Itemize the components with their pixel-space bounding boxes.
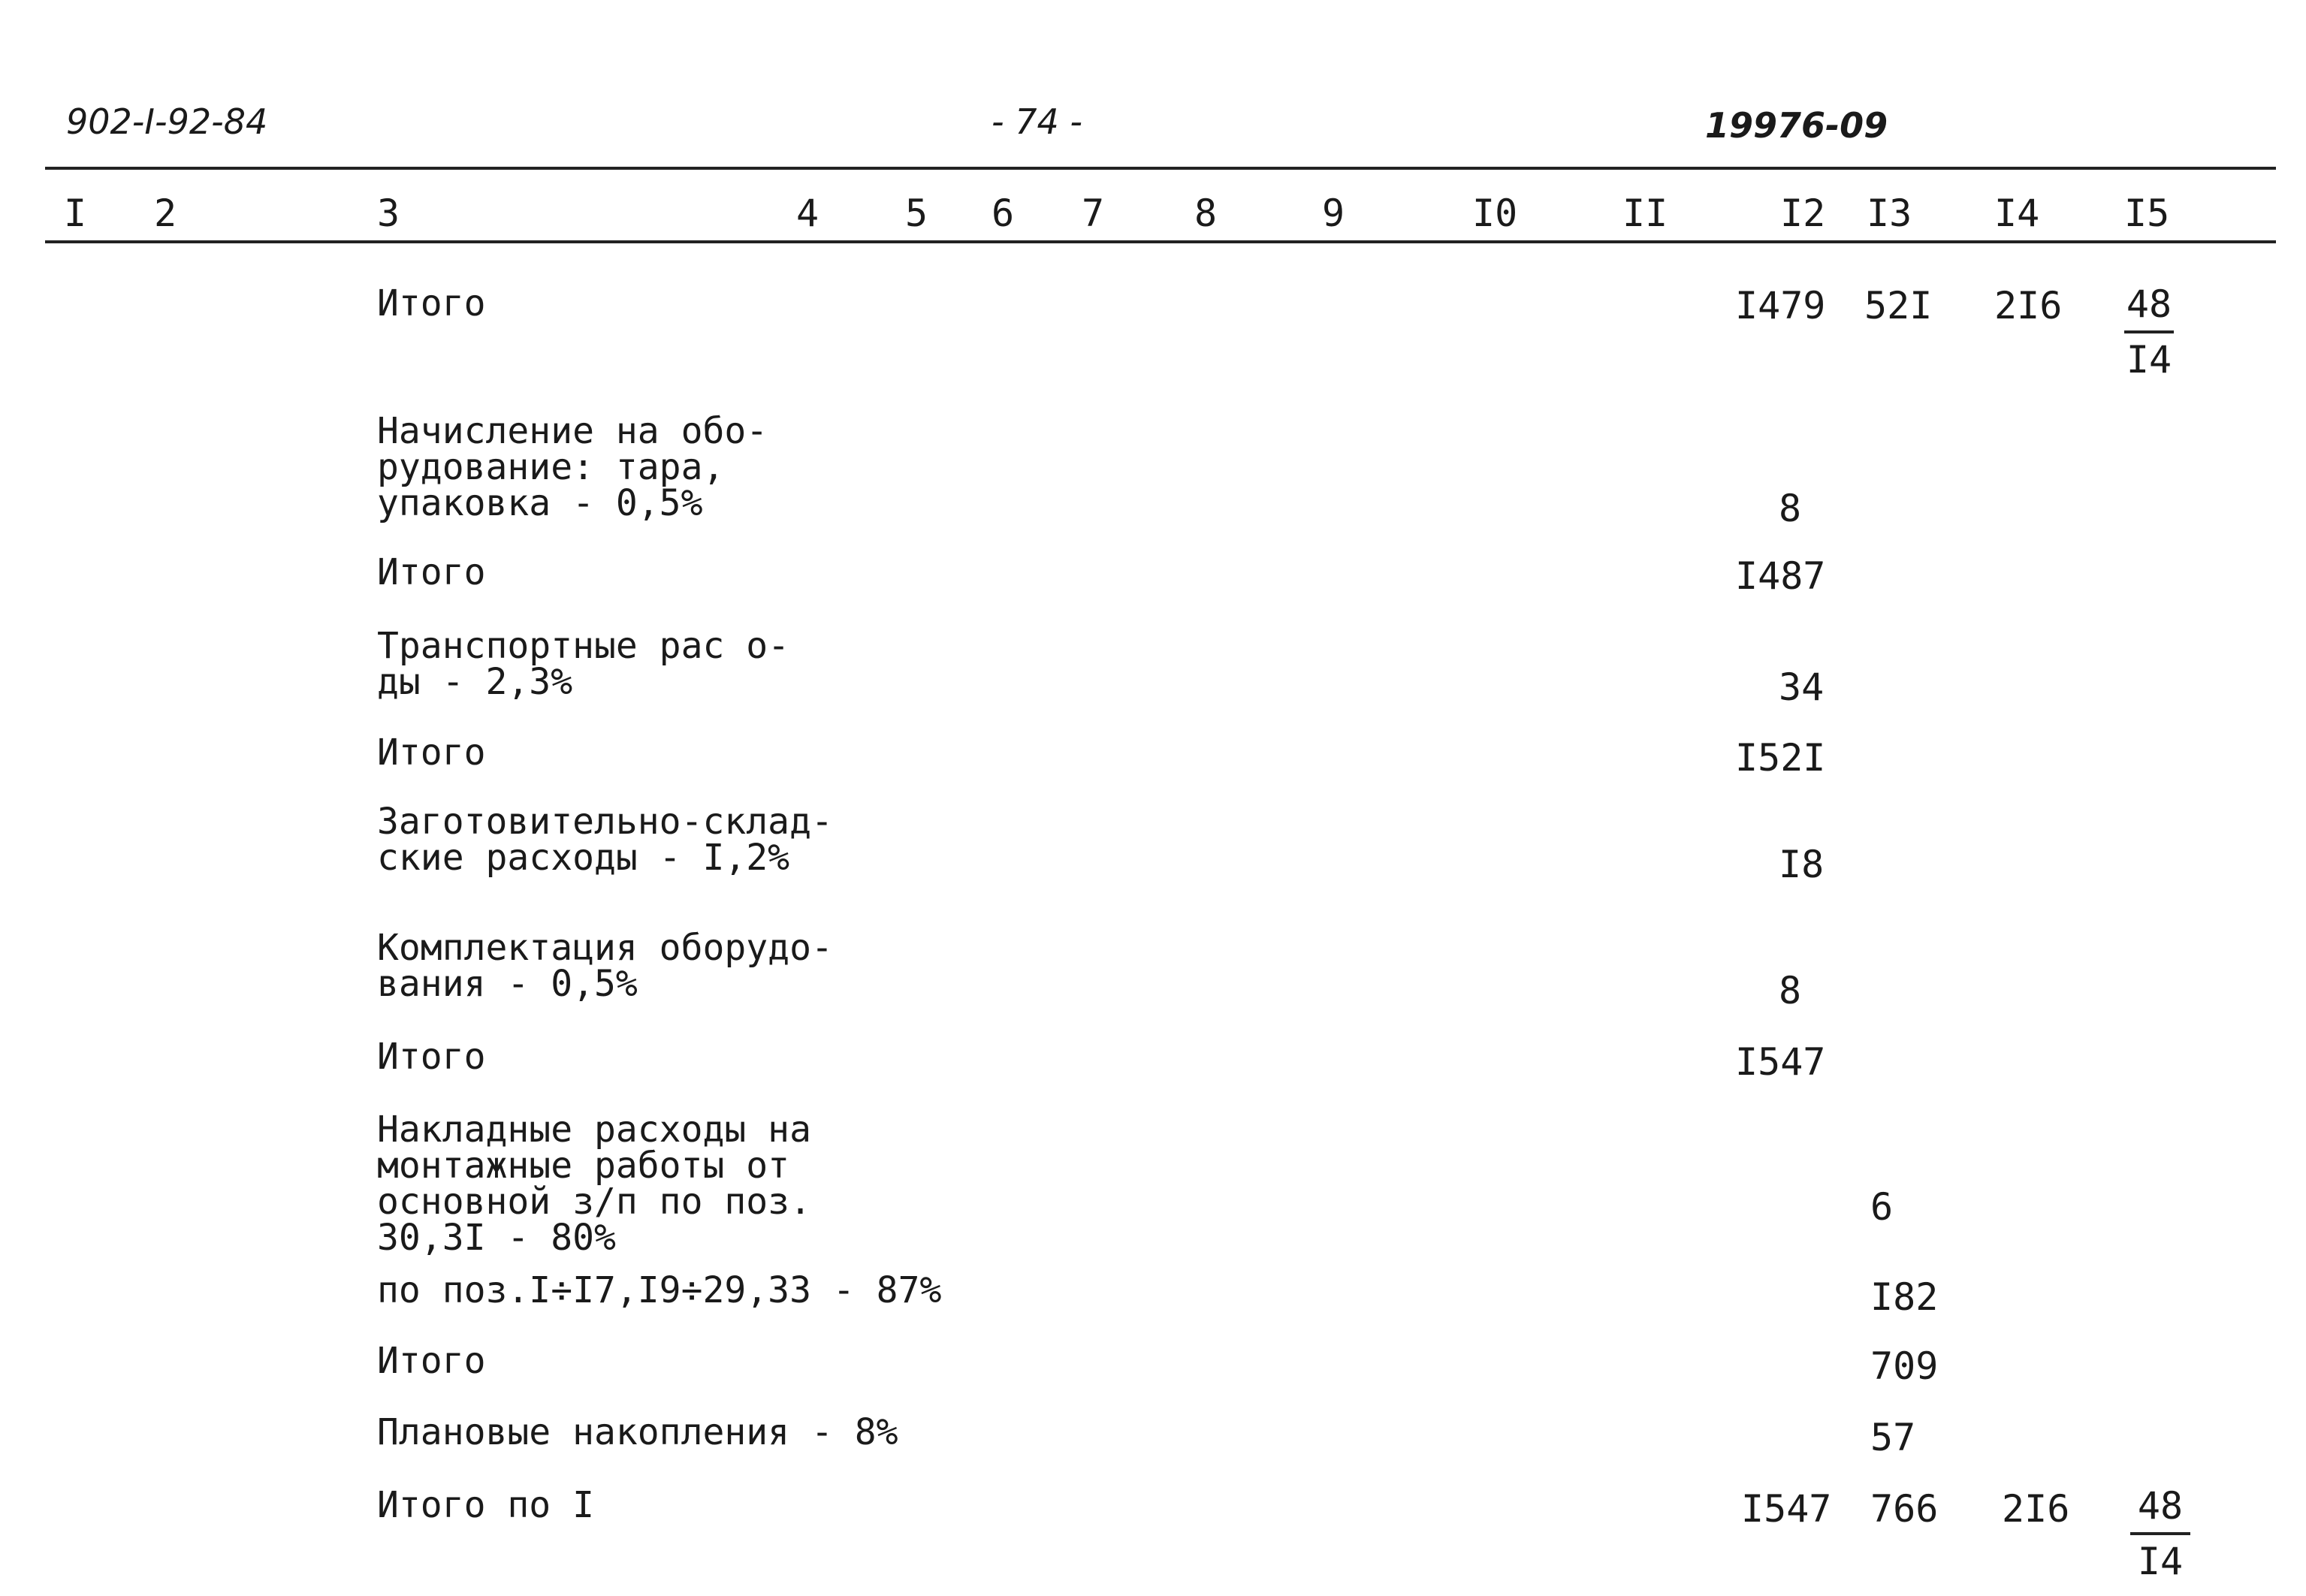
column-header-6: 6 bbox=[992, 192, 1015, 235]
row-label: Итого bbox=[377, 551, 486, 593]
header-bottom-rule bbox=[45, 240, 2276, 243]
fraction-bar bbox=[2124, 330, 2174, 333]
fraction-bar bbox=[2130, 1532, 2190, 1535]
cell-col12: 8 bbox=[1779, 969, 1802, 1012]
row-label-line: ские расходы - I,2% bbox=[377, 837, 790, 879]
cell-col12: I8 bbox=[1779, 843, 1825, 886]
cell-col13: I82 bbox=[1870, 1275, 1939, 1319]
row-label-line: рудование: тара, bbox=[377, 446, 725, 488]
row-label-line: Накладные расходы на bbox=[377, 1109, 811, 1151]
row-label-line: ды - 2,3% bbox=[377, 661, 573, 703]
fraction-denominator: I4 bbox=[2137, 1540, 2184, 1583]
cell-col13: 57 bbox=[1870, 1416, 1916, 1459]
column-header-11: II bbox=[1622, 192, 1668, 235]
document-code: 902-I-92-84 bbox=[66, 101, 268, 142]
cell-col12: I547 bbox=[1741, 1487, 1832, 1531]
column-header-4: 4 bbox=[796, 192, 819, 235]
column-header-14: I4 bbox=[1994, 192, 2040, 235]
row-label: Итого bbox=[377, 732, 486, 774]
row-label-line: Начисление на обо- bbox=[377, 410, 768, 452]
column-header-3: 3 bbox=[377, 192, 400, 235]
column-header-15: I5 bbox=[2124, 192, 2170, 235]
fraction-denominator: I4 bbox=[2126, 338, 2172, 382]
cell-col12: I487 bbox=[1735, 554, 1826, 598]
column-header-10: I0 bbox=[1472, 192, 1518, 235]
row-label-line: вания - 0,5% bbox=[377, 963, 638, 1005]
row-label: Итого bbox=[377, 1036, 486, 1078]
cell-col12: 34 bbox=[1779, 665, 1825, 709]
row-label: Плановые накопления - 8% bbox=[377, 1411, 898, 1453]
archive-number: 19976-09 bbox=[1705, 105, 1888, 146]
fraction-col15 bbox=[2124, 279, 2174, 385]
column-header-12: I2 bbox=[1780, 192, 1826, 235]
cell-col12: I547 bbox=[1735, 1040, 1826, 1084]
cell-col13: 52I bbox=[1864, 284, 1933, 327]
cell-col12: I479 bbox=[1735, 284, 1826, 327]
row-label: Итого по I bbox=[377, 1484, 594, 1526]
row-label-line: монтажные работы от bbox=[377, 1145, 790, 1187]
cell-col14: 2I6 bbox=[1994, 284, 2063, 327]
cell-col12: I52I bbox=[1735, 736, 1826, 780]
row-label-line: упаковка - 0,5% bbox=[377, 482, 703, 524]
row-label: Итого bbox=[377, 1340, 486, 1382]
fraction-numerator: 48 bbox=[2126, 282, 2172, 326]
column-header-13: I3 bbox=[1867, 192, 1912, 235]
row-label: Итого bbox=[377, 282, 486, 324]
column-header-1: I bbox=[64, 192, 87, 235]
header-top-rule bbox=[45, 167, 2276, 170]
cell-col12: 8 bbox=[1779, 487, 1802, 530]
column-header-7: 7 bbox=[1082, 192, 1105, 235]
column-header-5: 5 bbox=[905, 192, 928, 235]
cell-col14: 2I6 bbox=[2002, 1487, 2070, 1531]
page-number: - 74 - bbox=[992, 101, 1082, 142]
row-label: по поз.I÷I7,I9÷29,33 - 87% bbox=[377, 1269, 942, 1311]
column-header-9: 9 bbox=[1322, 192, 1345, 235]
column-header-8: 8 bbox=[1194, 192, 1218, 235]
fraction-col15 bbox=[2130, 1481, 2190, 1586]
row-label-line: Транспортные рас о- bbox=[377, 625, 790, 667]
row-label-line: 30,3I - 80% bbox=[377, 1217, 616, 1259]
row-label-line: основной з/п по поз. bbox=[377, 1181, 811, 1223]
fraction-numerator: 48 bbox=[2137, 1484, 2184, 1528]
cell-col13: 709 bbox=[1870, 1344, 1939, 1388]
column-header-2: 2 bbox=[154, 192, 177, 235]
row-label-line: Комплектация оборудо- bbox=[377, 927, 833, 969]
row-label-line: Заготовительно-склад- bbox=[377, 801, 833, 843]
cell-col13: 6 bbox=[1870, 1185, 1894, 1229]
cell-col13: 766 bbox=[1870, 1487, 1939, 1531]
